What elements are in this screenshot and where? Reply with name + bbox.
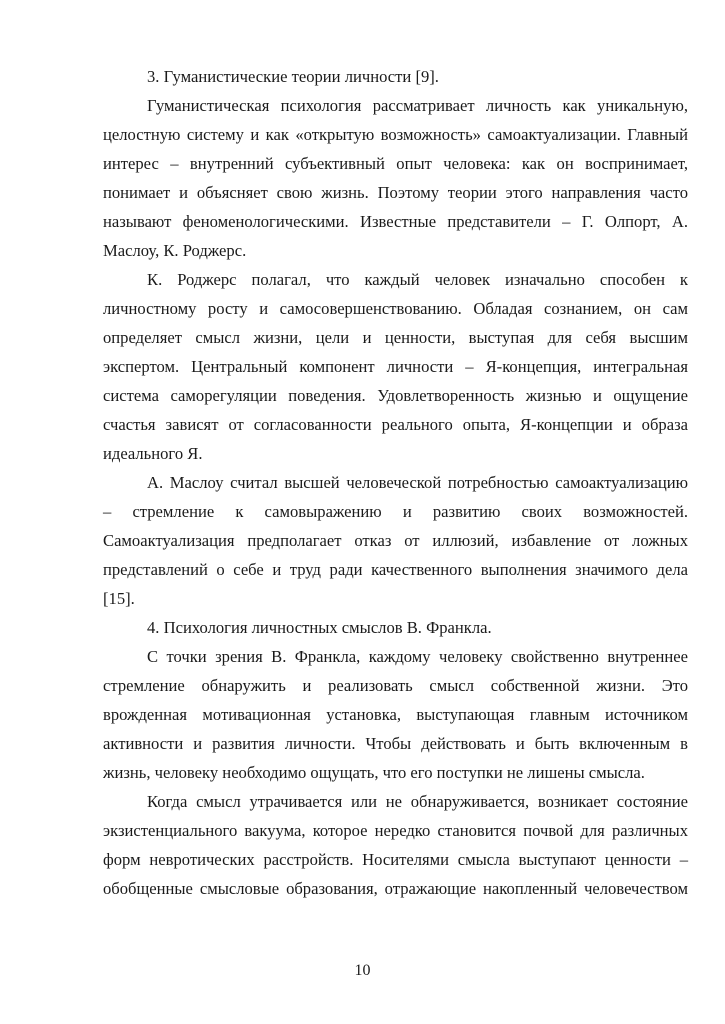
text-line: система саморегуляции поведения. Удовлетворенность жизнью и ощущение [103, 386, 688, 405]
text-line: представлений о себе и труд ради качественного выполнения значимого дела [103, 560, 688, 579]
text-line: форм невротических расстройств. Носителями смысла выступают ценности – [103, 850, 688, 869]
text-line: счастья зависят от согласованности реального опыта, Я-концепции и образа [103, 415, 688, 434]
text-line: – стремление к самовыражению и развитию своих возможностей. [103, 502, 688, 521]
page-body [103, 62, 688, 903]
text-line: обобщенные смысловые образования, отражающие накопленный человечеством [103, 879, 688, 898]
text-line: Гуманистическая психология рассматривает личность как уникальную, [147, 96, 688, 115]
text-line: экзистенциального вакуума, которое нередко становится почвой для различных [103, 821, 688, 840]
page-number: 10 [354, 962, 371, 979]
text-line: [15]. [103, 589, 135, 608]
text-line: С точки зрения В. Франкла, каждому человеку свойственно внутреннее [147, 647, 688, 666]
text-line: Маслоу, К. Роджерс. [103, 241, 247, 260]
text-line: стремление обнаружить и реализовать смысл собственной жизни. Это [103, 676, 688, 695]
text-line: интерес – внутренний субъективный опыт человека: как он воспринимает, [103, 154, 688, 173]
text-line: идеального Я. [103, 444, 203, 463]
text-line: целостную систему и как «открытую возможность» самоактуализации. Главный [103, 125, 688, 144]
text-line: врожденная мотивационная установка, выступающая главным источником [103, 705, 688, 724]
text-line: жизнь, человеку необходимо ощущать, что его поступки не лишены смысла. [103, 763, 645, 782]
section-heading-frankl: 4. Психология личностных смыслов В. Франкла. [147, 618, 492, 637]
text-line: определяет смысл жизни, цели и ценности, выступая для себя высшим [103, 328, 688, 347]
text-line: К. Роджерс полагал, что каждый человек изначально способен к [147, 270, 688, 289]
text-line: А. Маслоу считал высшей человеческой потребностью самоактуализацию [147, 473, 688, 492]
text-line: Когда смысл утрачивается или не обнаруживается, возникает состояние [147, 792, 688, 811]
text-line: активности и развития личности. Чтобы действовать и быть включенным в [103, 734, 688, 753]
section-heading-humanistic: 3. Гуманистические теории личности [9]. [147, 67, 439, 86]
text-line: называют феноменологическими. Известные представители – Г. Олпорт, А. [103, 212, 688, 231]
text-line: понимает и объясняет свою жизнь. Поэтому теории этого направления часто [103, 183, 688, 202]
text-line: экспертом. Центральный компонент личности – Я-концепция, интегральная [103, 357, 688, 376]
text-line: личностному росту и самосовершенствованию. Обладая сознанием, он сам [103, 299, 688, 318]
text-line: Самоактуализация предполагает отказ от иллюзий, избавление от ложных [103, 531, 688, 550]
